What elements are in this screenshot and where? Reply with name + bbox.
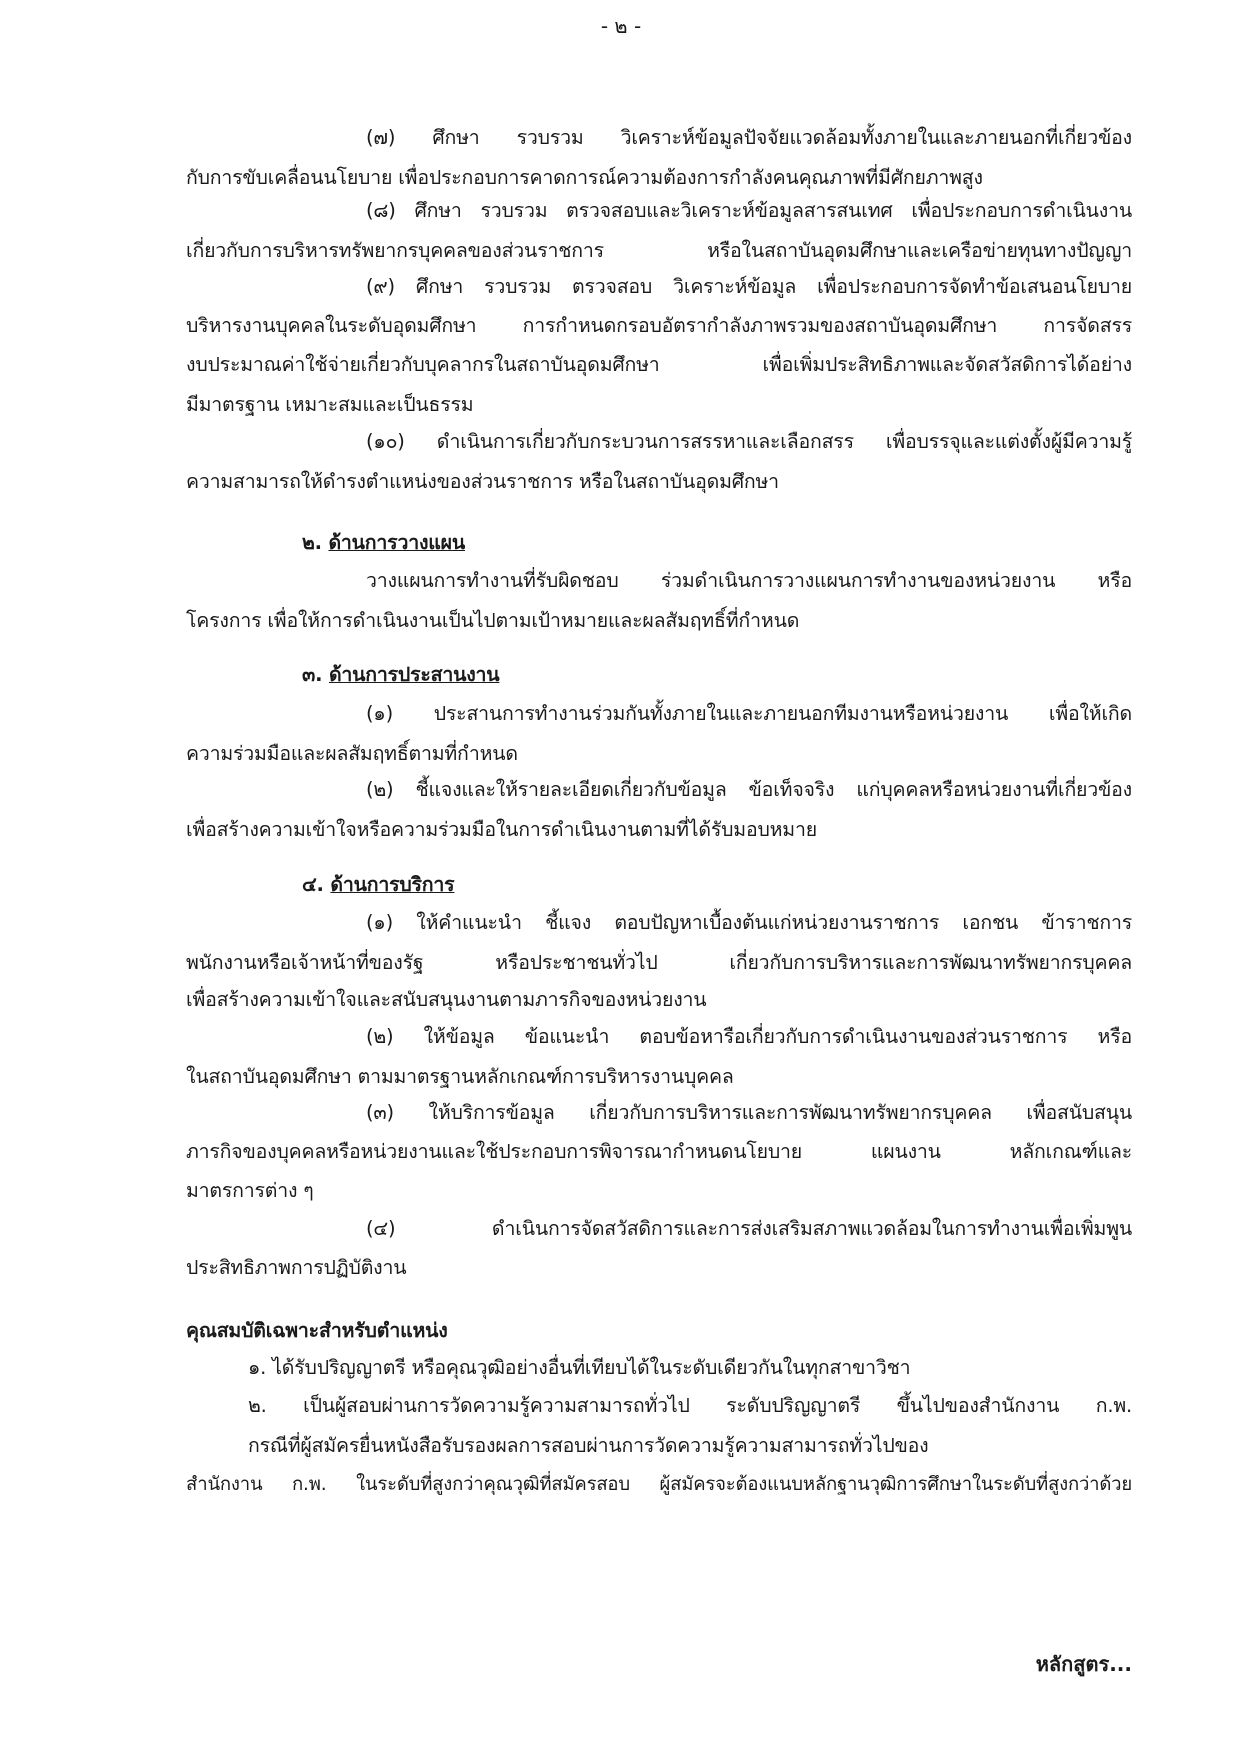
duty-10-line-2: ความสามารถให้ดำรงตำแหน่งของส่วนราชการ หรือในสถาบันอุดมศึกษา bbox=[186, 470, 779, 493]
section-heading-planning bbox=[302, 528, 465, 558]
continuation-marker: หลักสูตร... bbox=[1035, 1652, 1132, 1676]
section-number: ๓. bbox=[302, 663, 323, 686]
service-line-2: พนักงานหรือเจ้าหน้าที่ของรัฐ หรือประชาชนทั่วไป เกี่ยวกับการบริหารและการพัฒนาทรัพยากรบุคคล bbox=[186, 951, 1132, 974]
service-line-9: (๔) ดำเนินการจัดสวัสดิการและการส่งเสริมสภาพแวดล้อมในการทำงานเพื่อเพิ่มพูน bbox=[366, 1217, 1132, 1240]
section-number: ๒. bbox=[302, 531, 322, 554]
section-number: ๔. bbox=[302, 873, 324, 896]
planning-line-1: วางแผนการทำงานที่รับผิดชอบ ร่วมดำเนินการวางแผนการทำงานของหน่วยงาน หรือ bbox=[366, 569, 1132, 592]
coordination-line-4: เพื่อสร้างความเข้าใจหรือความร่วมมือในการดำเนินงานตามที่ได้รับมอบหมาย bbox=[186, 818, 817, 841]
section-title: ด้านการวางแผน bbox=[328, 531, 465, 554]
service-line-1: (๑) ให้คำแนะนำ ชี้แจง ตอบปัญหาเบื้องต้นแก่หน่วยงานราชการ เอกชน ข้าราชการ bbox=[366, 911, 1132, 934]
coordination-line-1: (๑) ประสานการทำงานร่วมกันทั้งภายในและภายนอกทีมงานหรือหน่วยงาน เพื่อให้เกิด bbox=[366, 702, 1132, 725]
duty-8-line-1: (๘) ศึกษา รวบรวม ตรวจสอบและวิเคราะห์ข้อมูลสารสนเทศ เพื่อประกอบการดำเนินงาน bbox=[366, 199, 1132, 222]
section-heading-service bbox=[302, 870, 454, 900]
duty-9-line-2: บริหารงานบุคคลในระดับอุดมศึกษา การกำหนดกรอบอัตรากำลังภาพรวมของสถาบันอุดมศึกษา การจัดสรร bbox=[186, 314, 1132, 337]
qualification-line-2: ๒. เป็นผู้สอบผ่านการวัดความรู้ความสามารถทั่วไป ระดับปริญญาตรี ขึ้นไปของสำนักงาน ก.พ. bbox=[248, 1394, 1132, 1417]
service-line-5: ในสถาบันอุดมศึกษา ตามมาตรฐานหลักเกณฑ์การบริหารงานบุคคล bbox=[186, 1065, 734, 1088]
service-line-3: เพื่อสร้างความเข้าใจและสนับสนุนงานตามภารกิจของหน่วยงาน bbox=[186, 988, 707, 1011]
planning-line-2: โครงการ เพื่อให้การดำเนินงานเป็นไปตามเป้าหมายและผลสัมฤทธิ์ที่กำหนด bbox=[186, 609, 800, 632]
qualification-line-4: สำนักงาน ก.พ. ในระดับที่สูงกว่าคุณวุฒิที่สมัครสอบ ผู้สมัครจะต้องแนบหลักฐานวุฒิการศึกษาในระดับที่สูงกว่าด้วย bbox=[186, 1474, 1132, 1495]
service-line-4: (๒) ให้ข้อมูล ข้อแนะนำ ตอบข้อหารือเกี่ยวกับการดำเนินงานของส่วนราชการ หรือ bbox=[366, 1025, 1132, 1048]
duty-8-line-2: เกี่ยวกับการบริหารทรัพยากรบุคคลของส่วนราชการ หรือในสถาบันอุดมศึกษาและเครือข่ายทุนทางปัญญา bbox=[186, 239, 1132, 262]
duty-7-line-2: กับการขับเคลื่อนนโยบาย เพื่อประกอบการคาดการณ์ความต้องการกำลังคนคุณภาพที่มีศักยภาพสูง bbox=[186, 166, 983, 189]
section-title: ด้านการบริการ bbox=[330, 873, 455, 896]
duty-9-line-3: งบประมาณค่าใช้จ่ายเกี่ยวกับบุคลากรในสถาบันอุดมศึกษา เพื่อเพิ่มประสิทธิภาพและจัดสวัสดิการได้อย่าง bbox=[186, 353, 1132, 376]
service-line-7: ภารกิจของบุคคลหรือหน่วยงานและใช้ประกอบการพิจารณากำหนดนโยบาย แผนงาน หลักเกณฑ์และ bbox=[186, 1140, 1132, 1163]
section-title: ด้านการประสานงาน bbox=[328, 663, 500, 686]
duty-10-line-1: (๑๐) ดำเนินการเกี่ยวกับกระบวนการสรรหาและเลือกสรร เพื่อบรรจุและแต่งตั้งผู้มีความรู้ bbox=[366, 430, 1132, 453]
qualifications-heading: คุณสมบัติเฉพาะสำหรับตำแหน่ง bbox=[186, 1319, 448, 1342]
service-line-10: ประสิทธิภาพการปฏิบัติงาน bbox=[186, 1256, 407, 1279]
coordination-line-3: (๒) ชี้แจงและให้รายละเอียดเกี่ยวกับข้อมูล ข้อเท็จจริง แก่บุคคลหรือหน่วยงานที่เกี่ยวข้อง bbox=[366, 778, 1132, 801]
duty-7-line-1: (๗) ศึกษา รวบรวม วิเคราะห์ข้อมูลปัจจัยแวดล้อมทั้งภายในและภายนอกที่เกี่ยวข้อง bbox=[366, 126, 1132, 149]
qualification-line-1: ๑. ได้รับปริญญาตรี หรือคุณวุฒิอย่างอื่นที่เทียบได้ในระดับเดียวกันในทุกสาขาวิชา bbox=[248, 1356, 911, 1379]
duty-9-line-4: มีมาตรฐาน เหมาะสมและเป็นธรรม bbox=[186, 393, 474, 416]
service-line-8: มาตรการต่าง ๆ bbox=[186, 1179, 314, 1202]
coordination-line-2: ความร่วมมือและผลสัมฤทธิ์ตามที่กำหนด bbox=[186, 742, 518, 765]
duty-9-line-1: (๙) ศึกษา รวบรวม ตรวจสอบ วิเคราะห์ข้อมูล เพื่อประกอบการจัดทำข้อเสนอนโยบาย bbox=[366, 275, 1132, 298]
service-line-6: (๓) ให้บริการข้อมูล เกี่ยวกับการบริหารและการพัฒนาทรัพยากรบุคคล เพื่อสนับสนุน bbox=[366, 1101, 1132, 1124]
qualification-line-3: กรณีที่ผู้สมัครยื่นหนังสือรับรองผลการสอบผ่านการวัดความรู้ความสามารถทั่วไปของ bbox=[248, 1434, 929, 1457]
section-heading-coordination bbox=[302, 660, 499, 690]
page-number: - ๒ - bbox=[600, 14, 642, 38]
